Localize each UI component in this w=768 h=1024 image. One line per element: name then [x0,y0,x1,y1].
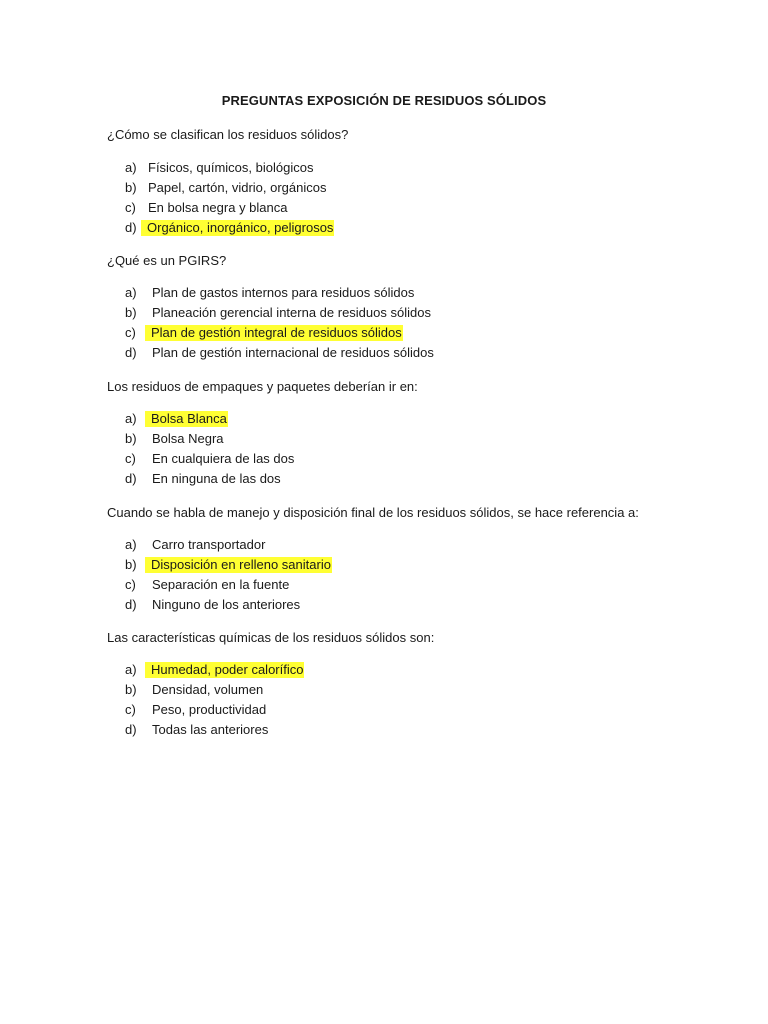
question-1: ¿Cómo se clasifican los residuos sólidos? [107,127,349,142]
question-2: ¿Qué es un PGIRS? [107,253,227,268]
question-4: Cuando se habla de manejo y disposición final de los residuos sólidos, se hace referencia a: [107,505,639,520]
question-5: Las características químicas de los residuos sólidos son: [107,630,435,645]
question-3: Los residuos de empaques y paquetes deberían ir en: [107,379,418,394]
document-page: PREGUNTAS EXPOSICIÓN DE RESIDUOS SÓLIDOS ¿Cómo se clasifican los residuos sólidos? a) Físicos, químicos, biológicos b) Papel, cartón, vidrio, orgánicos c) En bolsa negra y blanca d) Orgánico, inorgánico, peligrosos ¿Qué es un PGIRS? a) Plan de gastos internos para residuos sólidos b) Planeación gerencial interna de residuos sólidos c) Plan de gestión integral de residuos sólidos d) Plan de gestión internacional de residuos sólidos Los residuos de empaques y paquetes deberían ir en: a) Bolsa Blanca b) Bolsa Negra c) En cualquiera de las dos d) En ninguna de las dos Cuando se habla de manejo y disposición final de los residuos sólidos, se hace referencia a: a) Carro transportador b) Disposición en relleno sanitario c) Separación en la fuente d) Ninguno de los anteriores Las características químicas de los residuos sólidos son: a) Humedad, poder calorífico b) Densidad, volumen c) Peso, productividad d) Todas las anteriores [0,0,768,1024]
document-title: PREGUNTAS EXPOSICIÓN DE RESIDUOS SÓLIDOS [221,93,547,108]
